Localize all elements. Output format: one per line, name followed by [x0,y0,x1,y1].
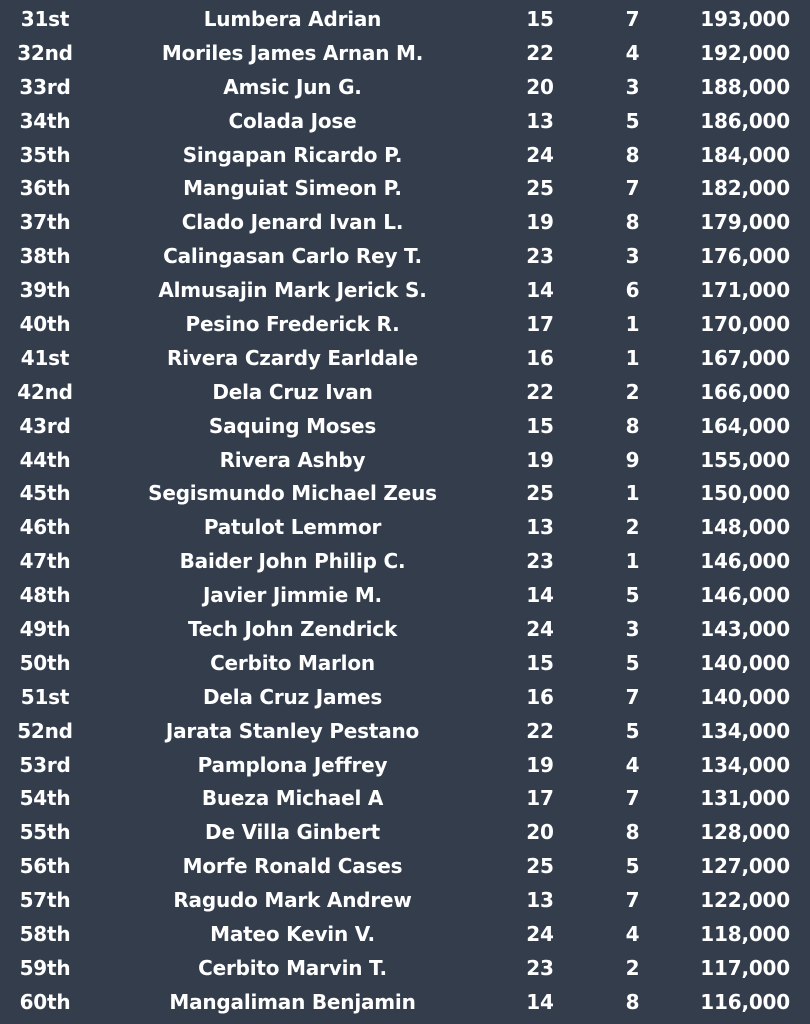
amount-cell: 143,000 [700,617,790,642]
count-cell: 5 [625,108,640,133]
number-cell: 16 [526,345,554,370]
number-cell: 24 [526,922,554,947]
rank-cell: 52nd [17,718,73,743]
amount-cell: 146,000 [700,583,790,608]
table-row [0,681,810,715]
table-row [0,105,810,139]
table-row [0,308,810,342]
amount-cell: 140,000 [700,650,790,675]
count-cell: 8 [625,820,640,845]
name-cell: Baider John Philip C. [179,549,406,574]
name-cell: Colada Jose [228,108,357,133]
count-cell: 1 [625,312,640,337]
amount-cell: 150,000 [700,481,790,506]
name-cell: Clado Jenard Ivan L. [181,210,404,235]
rank-cell: 42nd [17,379,73,404]
count-cell: 5 [625,583,640,608]
rank-cell: 34th [19,108,71,133]
name-cell: Singapan Ricardo P. [182,142,403,167]
rank-cell: 33rd [19,74,71,99]
count-cell: 1 [625,481,640,506]
name-cell: Lumbera Adrian [203,7,382,31]
table-row [0,274,810,308]
count-cell: 9 [625,447,640,472]
name-cell: Rivera Czardy Earldale [167,345,418,370]
name-cell: Manguiat Simeon P. [183,176,402,201]
amount-cell: 188,000 [700,74,790,99]
table-row [0,749,810,783]
number-cell: 15 [526,7,554,31]
table-row [0,342,810,376]
count-cell: 5 [625,854,640,879]
number-cell: 19 [526,210,554,235]
amount-cell: 176,000 [700,244,790,269]
rank-cell: 51st [20,684,70,709]
rank-cell: 47th [19,549,71,574]
number-cell: 15 [526,650,554,675]
amount-cell: 140,000 [700,684,790,709]
number-cell: 13 [526,515,554,540]
table-row [0,410,810,444]
count-cell: 8 [625,142,640,167]
table-row [0,240,810,274]
table-row [0,545,810,579]
count-cell: 7 [625,684,640,709]
count-cell: 7 [625,786,640,811]
number-cell: 13 [526,888,554,913]
count-cell: 2 [625,379,640,404]
name-cell: Mangaliman Benjamin [169,989,416,1014]
count-cell: 3 [625,74,640,99]
rank-cell: 60th [19,989,71,1014]
rank-cell: 48th [19,583,71,608]
name-cell: De Villa Ginbert [205,820,380,845]
rank-cell: 43rd [19,413,71,438]
number-cell: 23 [526,955,554,980]
name-cell: Cerbito Marlon [210,650,375,675]
name-cell: Morfe Ronald Cases [182,854,403,879]
number-cell: 14 [526,278,554,303]
table-row [0,139,810,173]
table-row [0,884,810,918]
name-cell: Segismundo Michael Zeus [148,481,437,506]
amount-cell: 146,000 [700,549,790,574]
name-cell: Patulot Lemmor [203,515,382,540]
count-cell: 8 [625,989,640,1014]
number-cell: 15 [526,413,554,438]
table-row [0,37,810,71]
name-cell: Rivera Ashby [219,447,366,472]
table-row [0,952,810,986]
table-row [0,613,810,647]
number-cell: 22 [526,40,554,65]
count-cell: 5 [625,650,640,675]
amount-cell: 148,000 [700,515,790,540]
name-cell: Mateo Kevin V. [210,922,375,947]
rank-cell: 45th [19,481,71,506]
table-row [0,918,810,952]
name-cell: Dela Cruz Ivan [212,379,373,404]
rank-cell: 36th [19,176,71,201]
number-cell: 17 [526,312,554,337]
rank-cell: 50th [19,650,71,675]
amount-cell: 122,000 [700,888,790,913]
amount-cell: 134,000 [700,718,790,743]
number-cell: 13 [526,108,554,133]
amount-cell: 170,000 [700,312,790,337]
number-cell: 17 [526,786,554,811]
rank-cell: 49th [19,617,71,642]
amount-cell: 128,000 [700,820,790,845]
count-cell: 3 [625,617,640,642]
number-cell: 14 [526,989,554,1014]
count-cell: 1 [625,345,640,370]
count-cell: 7 [625,176,640,201]
rank-cell: 31st [20,7,70,31]
number-cell: 25 [526,481,554,506]
amount-cell: 193,000 [700,7,790,31]
count-cell: 5 [625,718,640,743]
count-cell: 3 [625,244,640,269]
name-cell: Cerbito Marvin T. [198,955,387,980]
rank-cell: 37th [19,210,71,235]
table-row [0,782,810,816]
amount-cell: 167,000 [700,345,790,370]
rank-cell: 59th [19,955,71,980]
rank-cell: 55th [19,820,71,845]
count-cell: 4 [625,752,640,777]
count-cell: 4 [625,40,640,65]
count-cell: 1 [625,549,640,574]
count-cell: 6 [625,278,640,303]
name-cell: Ragudo Mark Andrew [173,888,412,913]
name-cell: Saquing Moses [208,413,377,438]
count-cell: 7 [625,888,640,913]
name-cell: Moriles James Arnan M. [161,40,424,65]
number-cell: 25 [526,854,554,879]
table-row [0,376,810,410]
name-cell: Pesino Frederick R. [185,312,400,337]
amount-cell: 164,000 [700,413,790,438]
amount-cell: 166,000 [700,379,790,404]
name-cell: Calingasan Carlo Rey T. [163,244,422,269]
rank-cell: 58th [19,922,71,947]
table-row [0,647,810,681]
amount-cell: 127,000 [700,854,790,879]
rank-cell: 38th [19,244,71,269]
count-cell: 4 [625,922,640,947]
table-row [0,511,810,545]
amount-cell: 179,000 [700,210,790,235]
number-cell: 19 [526,447,554,472]
number-cell: 23 [526,244,554,269]
table-row [0,3,810,37]
count-cell: 2 [625,515,640,540]
table-row [0,477,810,511]
name-cell: Javier Jimmie M. [203,583,382,608]
name-cell: Jarata Stanley Pestano [165,718,420,743]
count-cell: 2 [625,955,640,980]
count-cell: 8 [625,210,640,235]
amount-cell: 116,000 [700,989,790,1014]
number-cell: 19 [526,752,554,777]
rank-cell: 39th [19,278,71,303]
rank-cell: 57th [19,888,71,913]
number-cell: 23 [526,549,554,574]
name-cell: Pamplona Jeffrey [197,752,388,777]
rank-cell: 46th [19,515,71,540]
table-row [0,986,810,1020]
amount-cell: 134,000 [700,752,790,777]
name-cell: Amsic Jun G. [223,74,362,99]
table-row [0,850,810,884]
count-cell: 8 [625,413,640,438]
amount-cell: 117,000 [700,955,790,980]
amount-cell: 184,000 [700,142,790,167]
number-cell: 24 [526,142,554,167]
rank-cell: 40th [19,312,71,337]
amount-cell: 186,000 [700,108,790,133]
number-cell: 20 [526,820,554,845]
rank-cell: 41st [20,345,70,370]
amount-cell: 155,000 [700,447,790,472]
amount-cell: 118,000 [700,922,790,947]
table-row [0,816,810,850]
table-row [0,71,810,105]
name-cell: Dela Cruz James [202,684,383,709]
number-cell: 25 [526,176,554,201]
number-cell: 14 [526,583,554,608]
count-cell: 7 [625,7,640,31]
rank-cell: 32nd [17,40,73,65]
number-cell: 16 [526,684,554,709]
table-row [0,172,810,206]
rank-cell: 56th [19,854,71,879]
name-cell: Bueza Michael A [201,786,384,811]
number-cell: 20 [526,74,554,99]
number-cell: 24 [526,617,554,642]
rank-cell: 35th [19,142,71,167]
table-row [0,579,810,613]
amount-cell: 171,000 [700,278,790,303]
table-row [0,715,810,749]
amount-cell: 131,000 [700,786,790,811]
table-row [0,444,810,478]
number-cell: 22 [526,718,554,743]
rank-cell: 53rd [19,752,71,777]
amount-cell: 192,000 [700,40,790,65]
rank-cell: 44th [19,447,71,472]
table-row [0,206,810,240]
rank-cell: 54th [19,786,71,811]
name-cell: Almusajin Mark Jerick S. [158,278,427,303]
name-cell: Tech John Zendrick [187,617,398,642]
amount-cell: 182,000 [700,176,790,201]
number-cell: 22 [526,379,554,404]
